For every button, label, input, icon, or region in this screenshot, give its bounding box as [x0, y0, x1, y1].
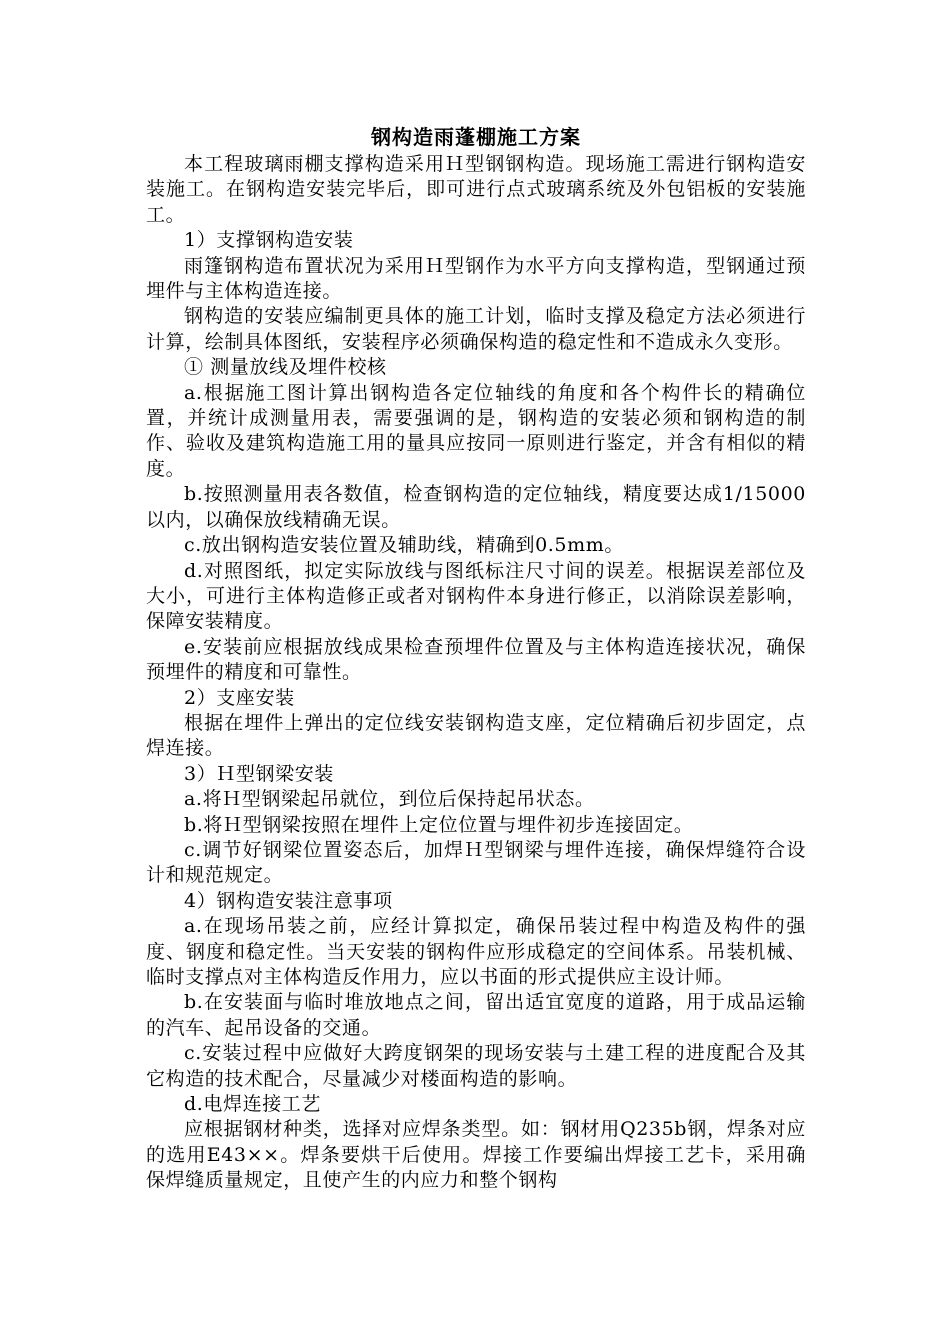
- paragraph-installation-plan: 钢构造的安装应编制更具体的施工计划，临时支撑及稳定方法必须进行计算，绘制具体图纸，安装程序必须确保构造的稳定性和不造成永久变形。: [146, 305, 806, 353]
- section-heading-support-seat: 2）支座安装: [184, 686, 295, 709]
- document-title: 钢构造雨蓬棚施工方案: [371, 125, 581, 149]
- item-beam-a: a.将Ｈ型钢梁起吊就位，到位后保持起吊状态。: [184, 788, 595, 811]
- item-beam-c: c.调节好钢梁位置姿态后，加焊Ｈ型钢梁与埋件连接，确保焊缝符合设计和规范规定。: [146, 838, 806, 887]
- item-survey-b: b.按照测量用表各数值，检查钢构造的定位轴线，精度要达成1/15000以内，以确保放线精确无误。: [146, 483, 806, 531]
- item-precaution-b: b.在安装面与临时堆放地点之间，留出适宜宽度的道路，用于成品运输的汽车、起吊设备的交通。: [146, 991, 806, 1039]
- subheading-survey-layout: ① 测量放线及埋件校核: [184, 356, 387, 379]
- item-precaution-a: a.在现场吊装之前，应经计算拟定，确保吊装过程中构造及构件的强度、钢度和稳定性。当天安装的钢构件应形成稳定的空间体系。吊装机械、临时支撑点对主体构造反作用力，应以书面的形式提供应主设计师。: [146, 915, 806, 988]
- section-heading-precautions: 4）钢构造安装注意事项: [184, 889, 393, 912]
- section-heading-support-steel: 1）支撑钢构造安装: [184, 229, 354, 252]
- item-survey-e: e.安装前应根据放线成果检查预埋件位置及与主体构造连接状况，确保预埋件的精度和可靠性。: [146, 635, 806, 684]
- intro-paragraph: 本工程玻璃雨棚支撑构造采用Ｈ型钢钢构造。现场施工需进行钢构造安装施工。在钢构造安装完毕后，即可进行点式玻璃系统及外包铝板的安装施工。: [146, 153, 806, 226]
- document-body: [146, 122, 806, 1194]
- paragraph-canopy-layout: 雨篷钢构造布置状况为采用Ｈ型钢作为水平方向支撑构造，型钢通过预埋件与主体构造连接。: [146, 254, 806, 303]
- item-survey-d: d.对照图纸，拟定实际放线与图纸标注尺寸间的误差。根据误差部位及大小，可进行主体构造修正或者对钢构件本身进行修正，以消除误差影响，保障安装精度。: [146, 559, 806, 633]
- paragraph-welding: 应根据钢材种类，选择对应焊条类型。如：钢材用Q235b钢，焊条对应的选用E43××。焊条要烘干后使用。焊接工作要编出焊接工艺卡，采用确保焊缝质量规定，且使产生的内应力和整个钢构: [146, 1118, 806, 1192]
- item-precaution-c: c.安装过程中应做好大跨度钢架的现场安装与土建工程的进度配合及其它构造的技术配合，尽量减少对楼面构造的影响。: [146, 1042, 806, 1090]
- paragraph-support-seat: 根据在埋件上弹出的定位线安装钢构造支座，定位精确后初步固定，点焊连接。: [146, 711, 806, 760]
- item-precaution-d: d.电焊连接工艺: [184, 1093, 322, 1116]
- item-survey-c: c.放出钢构造安装位置及辅助线，精确到0.5mm。: [184, 534, 624, 557]
- item-survey-a: a.根据施工图计算出钢构造各定位轴线的角度和各个构件长的精确位置，并统计成测量用表，需要强调的是，钢构造的安装必须和钢构造的制作、验收及建筑构造施工用的量具应按同一原则进行鉴定，并含有相似的精度。: [146, 381, 806, 480]
- section-heading-h-beam: 3）Ｈ型钢梁安装: [184, 762, 334, 785]
- item-beam-b: b.将Ｈ型钢梁按照在埋件上定位位置与埋件初步连接固定。: [184, 813, 694, 836]
